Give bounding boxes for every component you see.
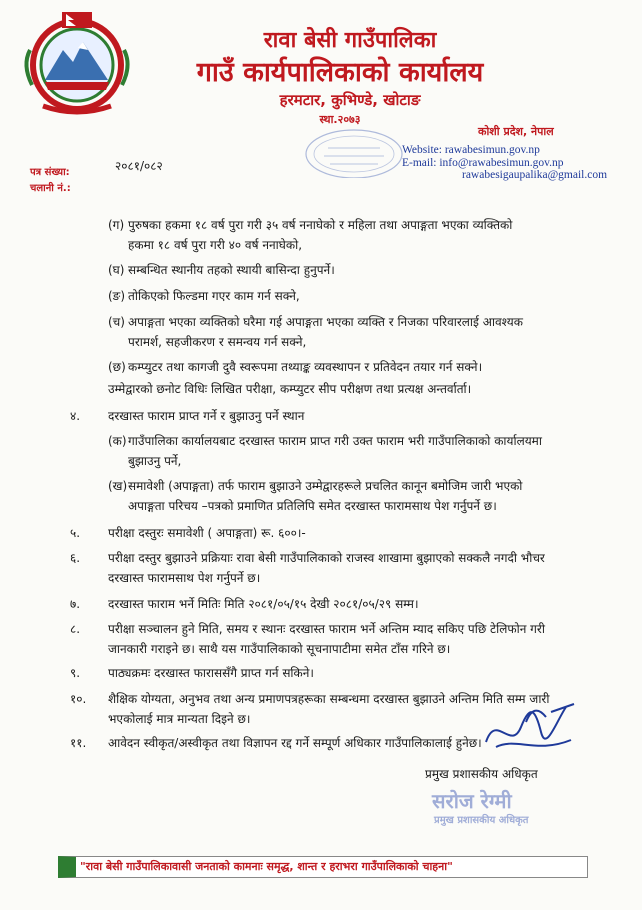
list-item: शैक्षिक योग्यता, अनुभव तथा अन्य प्रमाणपत्रहरूका सम्बन्धमा दरखास्त बुझाउने अन्तिम मिति सम्म जारी	[108, 692, 550, 706]
list-marker: १०.	[70, 692, 87, 706]
list-item: गाउँपालिका कार्यालयबाट दरखास्त फाराम प्राप्त गरी उक्त फाराम भरी गाउँपालिकाको कार्यालयमा	[128, 434, 542, 448]
nepal-emblem-icon	[18, 10, 136, 120]
office-seal-icon	[300, 124, 408, 178]
list-item: समावेशी (अपाङ्गता) तर्फ फाराम बुझाउने उम्मेद्वारहरूले प्रचलित कानून बमोजिम जारी भएको	[128, 479, 523, 493]
list-item: उम्मेद्वारको छनोट विधिः लिखित परीक्षा, कम्प्युटर सीप परीक्षण तथा प्रत्यक्ष अन्तर्वार्ता।	[108, 382, 472, 396]
official-stamp	[418, 790, 550, 834]
handwritten-signature-icon	[476, 692, 582, 762]
list-item: कम्प्युटर तथा कागजी दुवै स्वरूपमा तथ्याङ्क व्यवस्थापन र प्रतिवेदन तयार गर्न सक्ने।	[128, 360, 483, 374]
list-marker: (च)	[108, 315, 125, 329]
list-item: अपाङ्गता परिचय –पत्रको प्रमाणित प्रतिलिपि समेत दरखास्त फारामसाथ पेश गर्नुपर्ने छ।	[128, 499, 497, 513]
list-marker: ९.	[70, 666, 81, 680]
list-marker: ४.	[70, 409, 81, 423]
stamp-name: सरोज रेग्मी	[432, 789, 512, 813]
list-item: परीक्षा दस्तुर बुझाउने प्रक्रियाः रावा बेसी गाउँपालिकाको राजस्व शाखामा बुझाएको सक्कलै नगदी भौचर	[108, 551, 545, 565]
list-marker: (ङ)	[108, 289, 126, 303]
stamp-title: प्रमुख प्रशासकीय अधिकृत	[434, 815, 529, 826]
list-item: दरखास्त फाराम भर्ने मितिः मिति २०८१/०५/१५ देखी २०८१/०५/२९ सम्म।	[108, 597, 419, 611]
signatory-title: प्रमुख प्रशासकीय अधिकृत	[425, 767, 538, 781]
office-address: हरमटार, कुभिण्डे, खोटाङ	[279, 91, 421, 109]
ref-number-value: २०८१/०८२	[115, 159, 163, 173]
footer-slogan: "रावा बेसी गाउँपालिकावासी जनताको कामनाः समृद्ध, शान्त र हराभरा गाउँपालिकाको चाहना"	[80, 860, 453, 873]
list-marker: (ख)	[108, 479, 128, 493]
list-item: तोकिएको फिल्डमा गएर काम गर्न सक्ने,	[128, 289, 300, 303]
list-marker: ११.	[70, 736, 87, 750]
office-name: गाउँ कार्यपालिकाको कार्यालय	[196, 57, 484, 88]
list-marker: (क)	[108, 434, 127, 448]
list-item: पुरुषका हकमा १८ वर्ष पुरा गरी ३५ वर्ष ननाघेको र महिला तथा अपाङ्गता भएका व्यक्तिको	[128, 218, 513, 232]
list-marker: (छ)	[108, 360, 126, 374]
established-year: स्था.२०७३	[319, 113, 361, 126]
dispatch-number-label: चलानी नं.:	[30, 183, 71, 194]
list-item: पाठ्यक्रमः दरखास्त फाराससँगै प्राप्त गर्न सकिने।	[108, 666, 314, 680]
list-marker: (ग)	[108, 218, 125, 232]
list-marker: ५.	[70, 526, 81, 540]
list-marker: ७.	[70, 597, 81, 611]
list-item: दरखास्त फारामसाथ पेश गर्नुपर्ने छ।	[108, 571, 261, 585]
list-item: हकमा १८ वर्ष पुरा गरी ४० वर्ष ननाघेको,	[128, 238, 303, 252]
list-item: परीक्षा दस्तुरः समावेशी ( अपाङ्गता) रू. ६००।-	[108, 526, 306, 540]
contact-info	[402, 144, 607, 182]
ref-number-label: पत्र संख्या:	[30, 167, 70, 178]
list-marker: (घ)	[108, 263, 125, 277]
email-alt-text: rawabesigaupalika@gmail.com	[462, 169, 608, 181]
list-item: जानकारी गराइने छ। साथै यस गाउँपालिकाको सूचनापाटीमा समेत टाँस गरिने छ।	[108, 642, 451, 656]
list-item: परीक्षा सञ्चालन हुने मिति, समय र स्थानः दरखास्त फाराम भर्ने अन्तिम म्याद सकिए पछि टेलिफोन गरी	[108, 622, 545, 636]
website-text: Website: rawabesimun.gov.np	[402, 144, 540, 156]
list-marker: ६.	[70, 551, 81, 565]
list-item: सम्बन्धित स्थानीय तहको स्थायी बासिन्दा हुनुपर्ने।	[128, 263, 335, 277]
province-label: कोशी प्रदेश, नेपाल	[478, 125, 554, 138]
list-marker: ८.	[70, 622, 81, 636]
list-item: अपाङ्गता भएका व्यक्तिको घरैमा गई अपाङ्गता भएका व्यक्ति र निजका परिवारलाई आवश्यक	[128, 315, 523, 329]
email-text: E-mail: info@rawabesimun.gov.np	[402, 156, 564, 169]
list-item: भएकोलाई मात्र मान्यता दिइने छ।	[108, 712, 251, 726]
list-item: परामर्श, सहजीकरण र समन्वय गर्न सक्ने,	[128, 335, 307, 349]
list-item: दरखास्त फाराम प्राप्त गर्ने र बुझाउनु पर्ने स्थान	[108, 409, 305, 423]
org-name: रावा बेसी गाउँपालिका	[263, 28, 437, 53]
list-item: आवेदन स्वीकृत/अस्वीकृत तथा विज्ञापन रद्द गर्ने सम्पूर्ण अधिकार गाउँपालिकालाई हुनेछ।	[108, 736, 482, 750]
list-item: बुझाउनु पर्ने,	[128, 454, 182, 468]
